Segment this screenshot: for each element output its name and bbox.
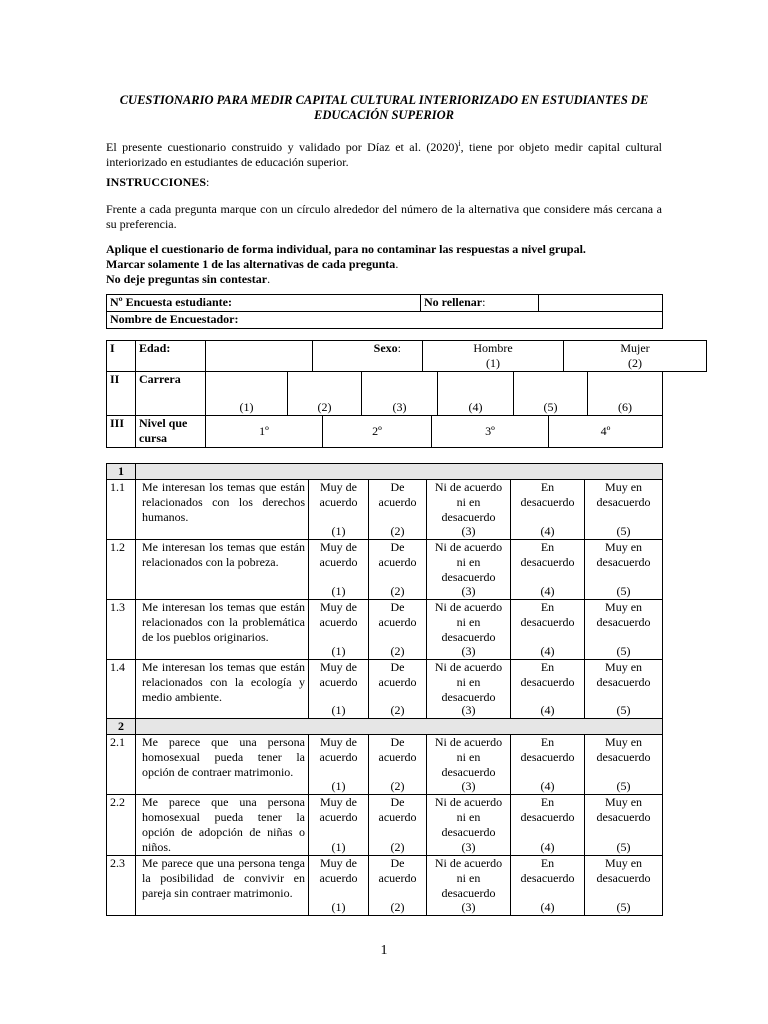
- no-rellenar-colon: :: [482, 295, 486, 309]
- questionnaire-body: [107, 464, 663, 916]
- question-number: 1.2: [107, 540, 136, 600]
- answer-option-wrap: [587, 600, 660, 659]
- instructions-text: Frente a cada pregunta marque con un círculo alrededor del número de la alternativa que considere más cercana a su preferencia.: [106, 202, 662, 231]
- answer-option-wrap: [429, 795, 508, 855]
- answer-label: En desacuerdo: [520, 600, 575, 629]
- answer-option-wrap: [429, 600, 508, 659]
- answer-option[interactable]: [369, 540, 427, 600]
- answer-code: (2): [390, 779, 405, 793]
- answer-option-wrap: [371, 600, 424, 659]
- question-row: [107, 480, 663, 540]
- nivel-option[interactable]: 1º: [206, 416, 323, 448]
- row-number-II: II: [107, 372, 136, 416]
- carrera-option[interactable]: (5): [514, 372, 588, 416]
- section-header: [107, 719, 663, 735]
- answer-option[interactable]: [585, 600, 663, 660]
- answer-code: (5): [616, 840, 631, 854]
- question-text: Me parece que una persona homosexual pueda tener la opción de adopción de niñas o niños.: [136, 795, 309, 856]
- answer-option[interactable]: [427, 480, 511, 540]
- section-number: 2: [107, 719, 136, 735]
- answer-option-wrap: [371, 540, 424, 599]
- mujer-label: Mujer: [620, 341, 650, 355]
- answer-option-wrap: [587, 540, 660, 599]
- answer-option-wrap: [513, 735, 582, 794]
- answer-option-wrap: [429, 480, 508, 539]
- question-number: 1.1: [107, 480, 136, 540]
- answer-option-wrap: [311, 540, 366, 599]
- answer-label: Muy de acuerdo: [319, 856, 358, 885]
- answer-label: De acuerdo: [378, 856, 417, 885]
- answer-option-wrap: [587, 660, 660, 718]
- answer-code: (5): [616, 584, 631, 598]
- question-row: [107, 660, 663, 719]
- answer-label: En desacuerdo: [520, 480, 575, 509]
- answer-code: (1): [331, 644, 346, 658]
- answer-label: En desacuerdo: [520, 660, 575, 689]
- answer-label: Muy de acuerdo: [319, 660, 358, 689]
- answer-code: (3): [461, 900, 476, 914]
- question-text: Me interesan los temas que están relacionados con los derechos humanos.: [136, 480, 309, 540]
- answer-code: (1): [331, 840, 346, 854]
- answer-code: (5): [616, 779, 631, 793]
- answer-option-wrap: [429, 540, 508, 599]
- answer-option[interactable]: [369, 600, 427, 660]
- answer-option-wrap: [311, 735, 366, 794]
- answer-label: Muy en desacuerdo: [596, 540, 651, 569]
- document-title: CUESTIONARIO PARA MEDIR CAPITAL CULTURAL INTERIORIZADO EN ESTUDIANTES DE EDUCACIÓN SUPERIOR: [119, 93, 649, 122]
- question-row: [107, 856, 663, 916]
- answer-label: Muy en desacuerdo: [596, 795, 651, 824]
- answer-code: (5): [616, 524, 631, 538]
- answer-option[interactable]: [511, 480, 585, 540]
- answer-option[interactable]: [427, 735, 511, 795]
- answer-code: (4): [540, 524, 555, 538]
- answer-option[interactable]: [369, 795, 427, 856]
- hombre-code: (1): [486, 356, 500, 370]
- answer-option[interactable]: [427, 795, 511, 856]
- question-text: Me interesan los temas que están relacionados con la problemática de los pueblos originarios.: [136, 600, 309, 660]
- answer-label: De acuerdo: [378, 600, 417, 629]
- intro-text-end: , tiene por objeto medir capital cultural interiorizado en estudiantes de educación superior.: [106, 140, 662, 169]
- answer-option-wrap: [513, 480, 582, 539]
- answer-option[interactable]: [585, 735, 663, 795]
- question-row: [107, 795, 663, 856]
- answer-option-wrap: [513, 540, 582, 599]
- answer-option[interactable]: [585, 480, 663, 540]
- carrera-option[interactable]: (3): [362, 372, 438, 416]
- rule-bold: Aplique el cuestionario de forma individual, para no contaminar las respuestas a nivel grupal.: [106, 242, 586, 256]
- answer-code: (5): [616, 703, 631, 717]
- answer-label: Muy de acuerdo: [319, 480, 358, 509]
- answer-option[interactable]: [309, 660, 369, 719]
- question-number: 2.2: [107, 795, 136, 856]
- answer-option-wrap: [311, 600, 366, 659]
- answer-option[interactable]: [369, 735, 427, 795]
- edad-field[interactable]: [206, 341, 313, 372]
- answer-label: Muy en desacuerdo: [596, 856, 651, 885]
- question-number: 1.4: [107, 660, 136, 719]
- answer-code: (4): [540, 840, 555, 854]
- answer-option[interactable]: [369, 660, 427, 719]
- answer-label: Ni de acuerdo ni en desacuerdo: [434, 735, 503, 779]
- answer-label: En desacuerdo: [520, 856, 575, 885]
- answer-code: (2): [390, 900, 405, 914]
- survey-id-table: [106, 294, 663, 329]
- carrera-option[interactable]: (4): [438, 372, 514, 416]
- answer-code: (3): [461, 703, 476, 717]
- questionnaire-table: [106, 463, 663, 916]
- question-text: Me parece que una persona tenga la posibilidad de convivir en pareja sin contraer matrimonio.: [136, 856, 309, 916]
- no-rellenar-cell: [421, 295, 539, 312]
- row-number-I: I: [107, 341, 136, 372]
- answer-option-wrap: [429, 660, 508, 718]
- answer-code: (3): [461, 524, 476, 538]
- row-number-III: III: [107, 416, 136, 448]
- answer-label: Muy de acuerdo: [319, 540, 358, 569]
- answer-code: (4): [540, 779, 555, 793]
- answer-label: En desacuerdo: [520, 540, 575, 569]
- answer-option[interactable]: [369, 480, 427, 540]
- answer-code: (4): [540, 644, 555, 658]
- answer-label: Muy en desacuerdo: [596, 660, 651, 689]
- carrera-label: Carrera: [136, 372, 206, 416]
- answer-code: (1): [331, 779, 346, 793]
- instructions-colon: :: [206, 175, 210, 189]
- answer-option-wrap: [371, 856, 424, 915]
- answer-code: (2): [390, 524, 405, 538]
- answer-option[interactable]: [585, 856, 663, 916]
- answer-label: Ni de acuerdo ni en desacuerdo: [434, 660, 503, 704]
- section-header: [107, 464, 663, 480]
- answer-label: En desacuerdo: [520, 795, 575, 824]
- answer-label: En desacuerdo: [520, 735, 575, 764]
- sexo-cell: [313, 341, 423, 372]
- answer-option-wrap: [371, 480, 424, 539]
- answer-label: Muy en desacuerdo: [596, 735, 651, 764]
- rules-list: [106, 242, 662, 287]
- carrera-option[interactable]: (6): [588, 372, 663, 416]
- answer-option[interactable]: [511, 735, 585, 795]
- rule-line: [106, 242, 662, 257]
- answer-label: Ni de acuerdo ni en desacuerdo: [434, 856, 503, 900]
- section-header-blank: [136, 464, 663, 480]
- instructions-label: INSTRUCCIONES: [106, 175, 207, 189]
- answer-option-wrap: [513, 856, 582, 915]
- nivel-label: Nivel que cursa: [136, 416, 206, 448]
- answer-option-wrap: [311, 795, 366, 855]
- no-rellenar-field[interactable]: [539, 295, 663, 312]
- answer-option-wrap: [429, 735, 508, 794]
- answer-label: Ni de acuerdo ni en desacuerdo: [434, 480, 503, 524]
- answer-code: (2): [390, 840, 405, 854]
- answer-label: De acuerdo: [378, 795, 417, 824]
- answer-code: (3): [461, 644, 476, 658]
- answer-code: (4): [540, 703, 555, 717]
- answer-label: De acuerdo: [378, 735, 417, 764]
- question-row: [107, 600, 663, 660]
- answer-option-wrap: [513, 795, 582, 855]
- question-number: 2.1: [107, 735, 136, 795]
- answer-option[interactable]: [585, 795, 663, 856]
- answer-code: (2): [390, 584, 405, 598]
- answer-option[interactable]: [585, 660, 663, 719]
- answer-option-wrap: [587, 795, 660, 855]
- encuesta-label: Nº Encuesta estudiante:: [107, 295, 421, 312]
- sexo-colon: :: [397, 341, 401, 355]
- answer-code: (1): [331, 584, 346, 598]
- profile-row-nivel: [106, 415, 663, 448]
- answer-option-wrap: [513, 660, 582, 718]
- answer-option[interactable]: [309, 795, 369, 856]
- answer-option-wrap: [371, 795, 424, 855]
- section-number: 1: [107, 464, 136, 480]
- answer-option[interactable]: [511, 540, 585, 600]
- answer-code: (4): [540, 900, 555, 914]
- question-text: Me interesan los temas que están relacionados con la pobreza.: [136, 540, 309, 600]
- answer-option[interactable]: [427, 600, 511, 660]
- rule-bold: Marcar solamente 1 de las alternativas de cada pregunta: [106, 257, 396, 271]
- instructions-heading: [106, 175, 662, 190]
- section-header-blank: [136, 719, 663, 735]
- answer-option[interactable]: [511, 600, 585, 660]
- question-text: Me parece que una persona homosexual pueda tener la opción de contraer matrimonio.: [136, 735, 309, 795]
- rule-rest: .: [267, 272, 271, 286]
- answer-code: (3): [461, 584, 476, 598]
- page-number: 1: [380, 943, 388, 958]
- answer-label: Muy de acuerdo: [319, 795, 358, 824]
- answer-label: Ni de acuerdo ni en desacuerdo: [434, 795, 503, 839]
- nivel-option[interactable]: 3º: [432, 416, 549, 448]
- answer-code: (1): [331, 524, 346, 538]
- answer-option[interactable]: [427, 856, 511, 916]
- question-number: 1.3: [107, 600, 136, 660]
- answer-option-wrap: [587, 480, 660, 539]
- answer-option[interactable]: [511, 660, 585, 719]
- answer-label: Muy en desacuerdo: [596, 480, 651, 509]
- rule-line: [106, 257, 662, 272]
- answer-option-wrap: [371, 735, 424, 794]
- answer-label: Muy en desacuerdo: [596, 600, 651, 629]
- answer-label: Muy de acuerdo: [319, 600, 358, 629]
- rule-line: [106, 272, 662, 287]
- no-rellenar-label: No rellenar: [424, 295, 483, 309]
- answer-code: (3): [461, 840, 476, 854]
- intro-text: El presente cuestionario construido y validado por Díaz et al. (2020): [106, 140, 459, 154]
- encuestador-label[interactable]: Nombre de Encuestador:: [107, 312, 663, 329]
- answer-option[interactable]: [309, 480, 369, 540]
- answer-option[interactable]: [511, 856, 585, 916]
- intro-footnote-ref[interactable]: i: [458, 139, 461, 148]
- answer-option[interactable]: [309, 856, 369, 916]
- answer-option-wrap: [513, 600, 582, 659]
- answer-label: De acuerdo: [378, 480, 417, 509]
- answer-option[interactable]: [309, 735, 369, 795]
- answer-label: Ni de acuerdo ni en desacuerdo: [434, 540, 503, 584]
- answer-label: Muy de acuerdo: [319, 735, 358, 764]
- answer-option[interactable]: [309, 540, 369, 600]
- answer-label: De acuerdo: [378, 540, 417, 569]
- rule-bold: No deje preguntas sin contestar: [106, 272, 268, 286]
- answer-option[interactable]: [427, 540, 511, 600]
- answer-option[interactable]: [309, 600, 369, 660]
- question-row: [107, 540, 663, 600]
- answer-option[interactable]: [585, 540, 663, 600]
- answer-label: Ni de acuerdo ni en desacuerdo: [434, 600, 503, 644]
- answer-code: (4): [540, 584, 555, 598]
- answer-option-wrap: [429, 856, 508, 915]
- answer-option-wrap: [587, 735, 660, 794]
- answer-option[interactable]: [427, 660, 511, 719]
- answer-code: (2): [390, 644, 405, 658]
- answer-option-wrap: [311, 480, 366, 539]
- carrera-option[interactable]: (2): [288, 372, 362, 416]
- carrera-option[interactable]: (1): [206, 372, 288, 416]
- sexo-label: Sexo: [373, 341, 398, 355]
- nivel-option[interactable]: 4º: [549, 416, 663, 448]
- option-mujer[interactable]: [564, 341, 707, 372]
- answer-code: (1): [331, 900, 346, 914]
- answer-option-wrap: [311, 856, 366, 915]
- answer-option-wrap: [371, 660, 424, 718]
- hombre-label: Hombre: [473, 341, 513, 355]
- answer-code: (2): [390, 703, 405, 717]
- answer-label: De acuerdo: [378, 660, 417, 689]
- question-number: 2.3: [107, 856, 136, 916]
- mujer-code: (2): [628, 356, 642, 370]
- answer-option-wrap: [587, 856, 660, 915]
- rule-rest: .: [395, 257, 399, 271]
- answer-option-wrap: [311, 660, 366, 718]
- answer-option[interactable]: [511, 795, 585, 856]
- answer-code: (5): [616, 644, 631, 658]
- answer-code: (3): [461, 779, 476, 793]
- intro-paragraph: [106, 136, 662, 170]
- edad-label: Edad:: [136, 341, 206, 372]
- answer-code: (5): [616, 900, 631, 914]
- profile-row-edad: [106, 340, 707, 372]
- profile-row-carrera: [106, 371, 663, 416]
- option-hombre[interactable]: [423, 341, 564, 372]
- answer-option[interactable]: [369, 856, 427, 916]
- answer-code: (1): [331, 703, 346, 717]
- question-row: [107, 735, 663, 795]
- question-text: Me interesan los temas que están relacionados con la ecología y medio ambiente.: [136, 660, 309, 719]
- nivel-option[interactable]: 2º: [323, 416, 432, 448]
